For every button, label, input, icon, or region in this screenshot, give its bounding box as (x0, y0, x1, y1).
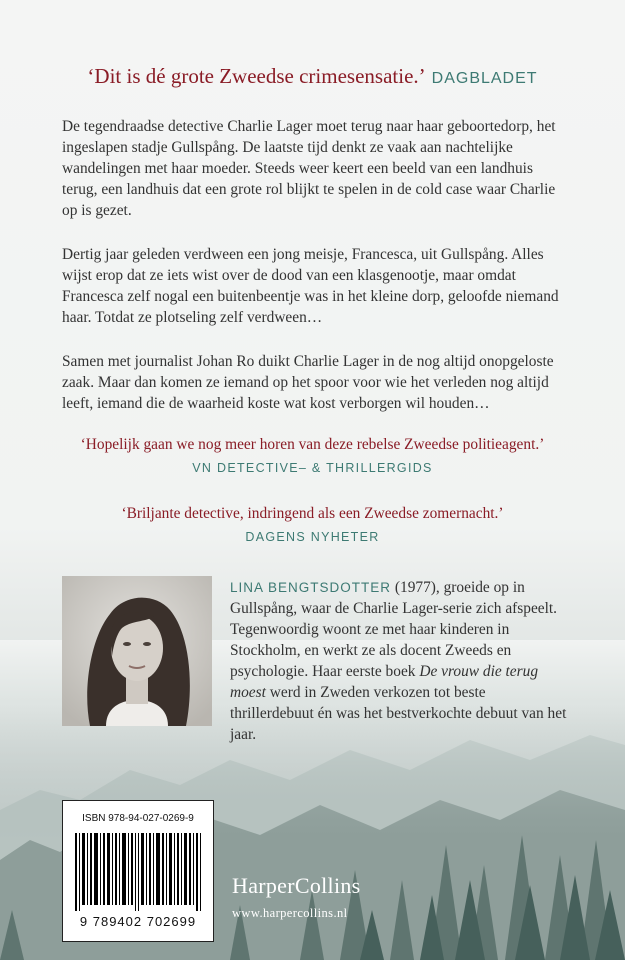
review-quote-2: ‘Briljante detective, indringend als een Zweedse zomernacht.’ (121, 505, 504, 522)
review-source-2: DAGENS NYHETER (245, 530, 380, 544)
author-name: LINA BENGTSDOTTER (230, 580, 392, 595)
author-bio-text-1: (1977), groeide op in Gullspång, waar de Charlie Lager-serie zich afspeelt. Tegenwoordig woont ze met haar kinderen in Stockholm, en werkt ze als docent Zweeds en psychologie. Haar eerste boek (230, 579, 558, 680)
publisher-url: www.harpercollins.nl (232, 906, 348, 920)
author-photo (62, 576, 212, 726)
barcode-box (62, 800, 214, 942)
review-source-1: VN DETECTIVE– & THRILLERGIDS (192, 461, 433, 475)
headline-quote-source: DAGBLADET (431, 70, 538, 87)
headline-quote-text: ‘Dit is dé grote Zweedse crimesensatie.’ (87, 64, 426, 88)
debut-book-title: De vrouw die terug moest (230, 663, 539, 701)
barcode-icon (73, 833, 203, 911)
author-bio (230, 577, 570, 745)
blurb-paragraph-1: De tegendraadse detective Charlie Lager moet terug naar haar geboortedorp, het ingeslapen stadje Gullspång. De laatste tijd denkt ze vaak aan nachtelijke wandelingen met haar moeder. Steeds weer keert een beeld van een landhuis terug, een landhuis dat een grote rol blijkt te spelen in de cold case waar Charlie op is gezet. (62, 118, 556, 219)
headline-quote (0, 64, 625, 89)
isbn-label: ISBN 978-94-027-0269-9 (82, 813, 194, 824)
blurb-paragraph-2: Dertig jaar geleden verdween een jong meisje, Francesca, uit Gullspång. Alles wijst erop dat ze iets wist over de dood van een klasgenootje, maar omdat Francesca zelf nogal een buitenbeentje was in het kleine dorp, geloofde niemand haar. Totdat ze plotseling zelf verdween… (62, 246, 559, 326)
author-bio-text-2: werd in Zweden verkozen tot beste thrillerdebuut én was het bestverkochte debuut van het jaar. (230, 684, 567, 743)
blurb-paragraph-3: Samen met journalist Johan Ro duikt Charlie Lager in de nog altijd onopgeloste zaak. Maar dan komen ze iemand op het spoor voor wie het verleden nog altijd leeft, iemand die de waarheid koste wat kost verborgen wil houden… (62, 353, 554, 412)
barcode-digits: 9 789402 702699 (79, 914, 197, 929)
review-quote-1: ‘Hopelijk gaan we nog meer horen van deze rebelse Zweedse politieagent.’ (80, 436, 545, 453)
publisher-logo: HarperCollins (232, 873, 361, 898)
